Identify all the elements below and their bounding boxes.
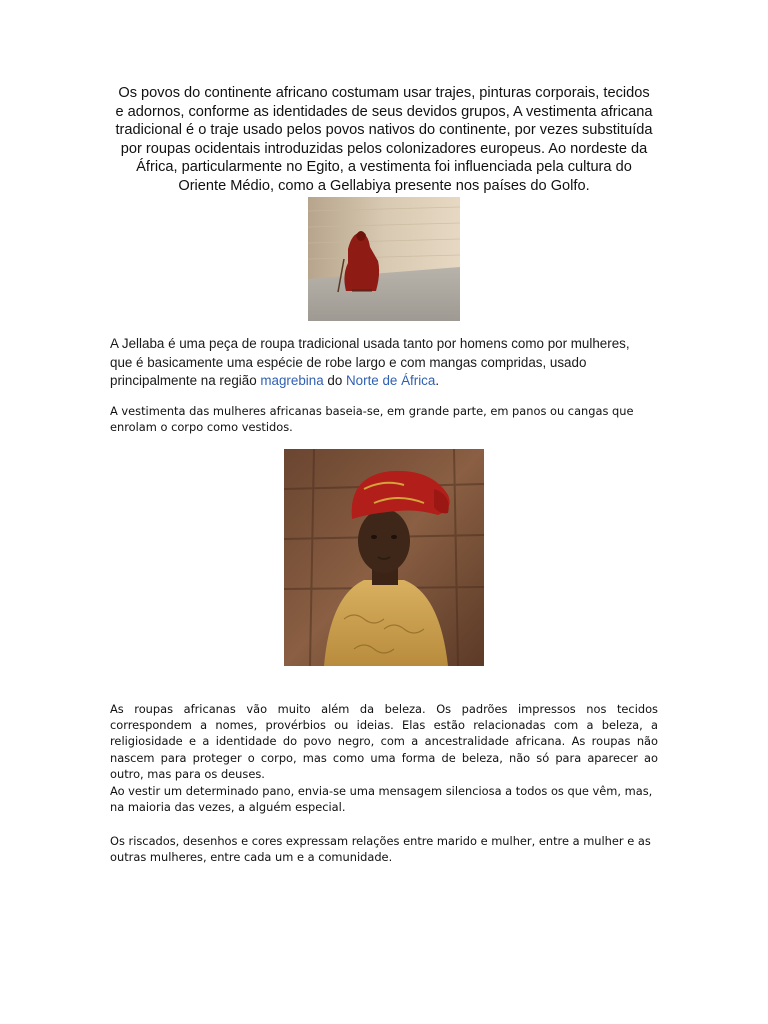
roupas-line: As roupas africanas vão muito além da beleza. Os padrões impressos nos tecidos [110, 702, 658, 716]
woman-headwrap-photo [284, 449, 484, 666]
intro-line: Os povos do continente africano costumam usar trajes, pinturas corporais, tecidos [118, 85, 650, 101]
jellaba-line: A Jellaba é uma peça de roupa tradicional usada tanto por homens como por mulheres, [110, 336, 630, 351]
jellaba-line-mid: do [323, 373, 346, 389]
vestimenta-mulheres-paragraph [110, 403, 650, 435]
roupas-line: religiosidade e a identidade do povo negro, com a ancestralidade africana. As roupas não [110, 734, 658, 749]
jellaba-line-suffix: . [435, 373, 440, 389]
vestir-paragraph [110, 783, 658, 815]
roupas-line: correspondem a nomes, provérbios ou ideias. Elas estão relacionadas com a beleza, a [110, 718, 658, 733]
jellaba-line: que é basicamente uma espécie de robe largo e com mangas compridas, usado [110, 354, 587, 370]
intro-line: tradicional é o traje usado pelos povos nativos do continente, por vezes substituída [115, 122, 653, 139]
jellaba-line-prefix: principalmente na região [110, 373, 261, 389]
jellaba-photo [308, 197, 460, 321]
vestir-line: Ao vestir um determinado pano, envia-se uma mensagem silenciosa a todos os que vêm, mas, [110, 784, 653, 798]
riscados-line: Os riscados, desenhos e cores expressam relações entre marido e mulher, entre a mulher e as [110, 834, 651, 848]
intro-line: Oriente Médio, como a Gellabiya presente nos países do Golfo. [178, 177, 590, 194]
riscados-line: outras mulheres, entre cada um e a comunidade. [110, 850, 393, 865]
intro-line: África, particularmente no Egito, a vestimenta foi influenciada pela cultura do [136, 159, 632, 176]
intro-line: por roupas ocidentais introduzidas pelos colonizadores europeus. Ao nordeste da [120, 140, 648, 157]
vestir-line: na maioria das vezes, a alguém especial. [110, 800, 346, 815]
roupas-line: nascem para proteger o corpo, mas como uma forma de beleza, não só para aparecer ao [110, 750, 658, 765]
jellaba-paragraph [110, 335, 655, 391]
vestimenta-line: A vestimenta das mulheres africanas baseia-se, em grande parte, em panos ou cangas que [110, 404, 634, 418]
magrebina-link[interactable]: magrebina [260, 373, 324, 389]
intro-line: e adornos, conforme as identidades de seus devidos grupos, A vestimenta africana [115, 103, 653, 120]
vestimenta-line: enrolam o corpo como vestidos. [110, 420, 293, 435]
roupas-line: outro, mas para os deuses. [110, 766, 265, 781]
riscados-paragraph [110, 833, 660, 865]
roupas-paragraph [110, 701, 658, 782]
norte-de-africa-link[interactable]: Norte de África [346, 373, 436, 389]
intro-paragraph [104, 84, 664, 196]
